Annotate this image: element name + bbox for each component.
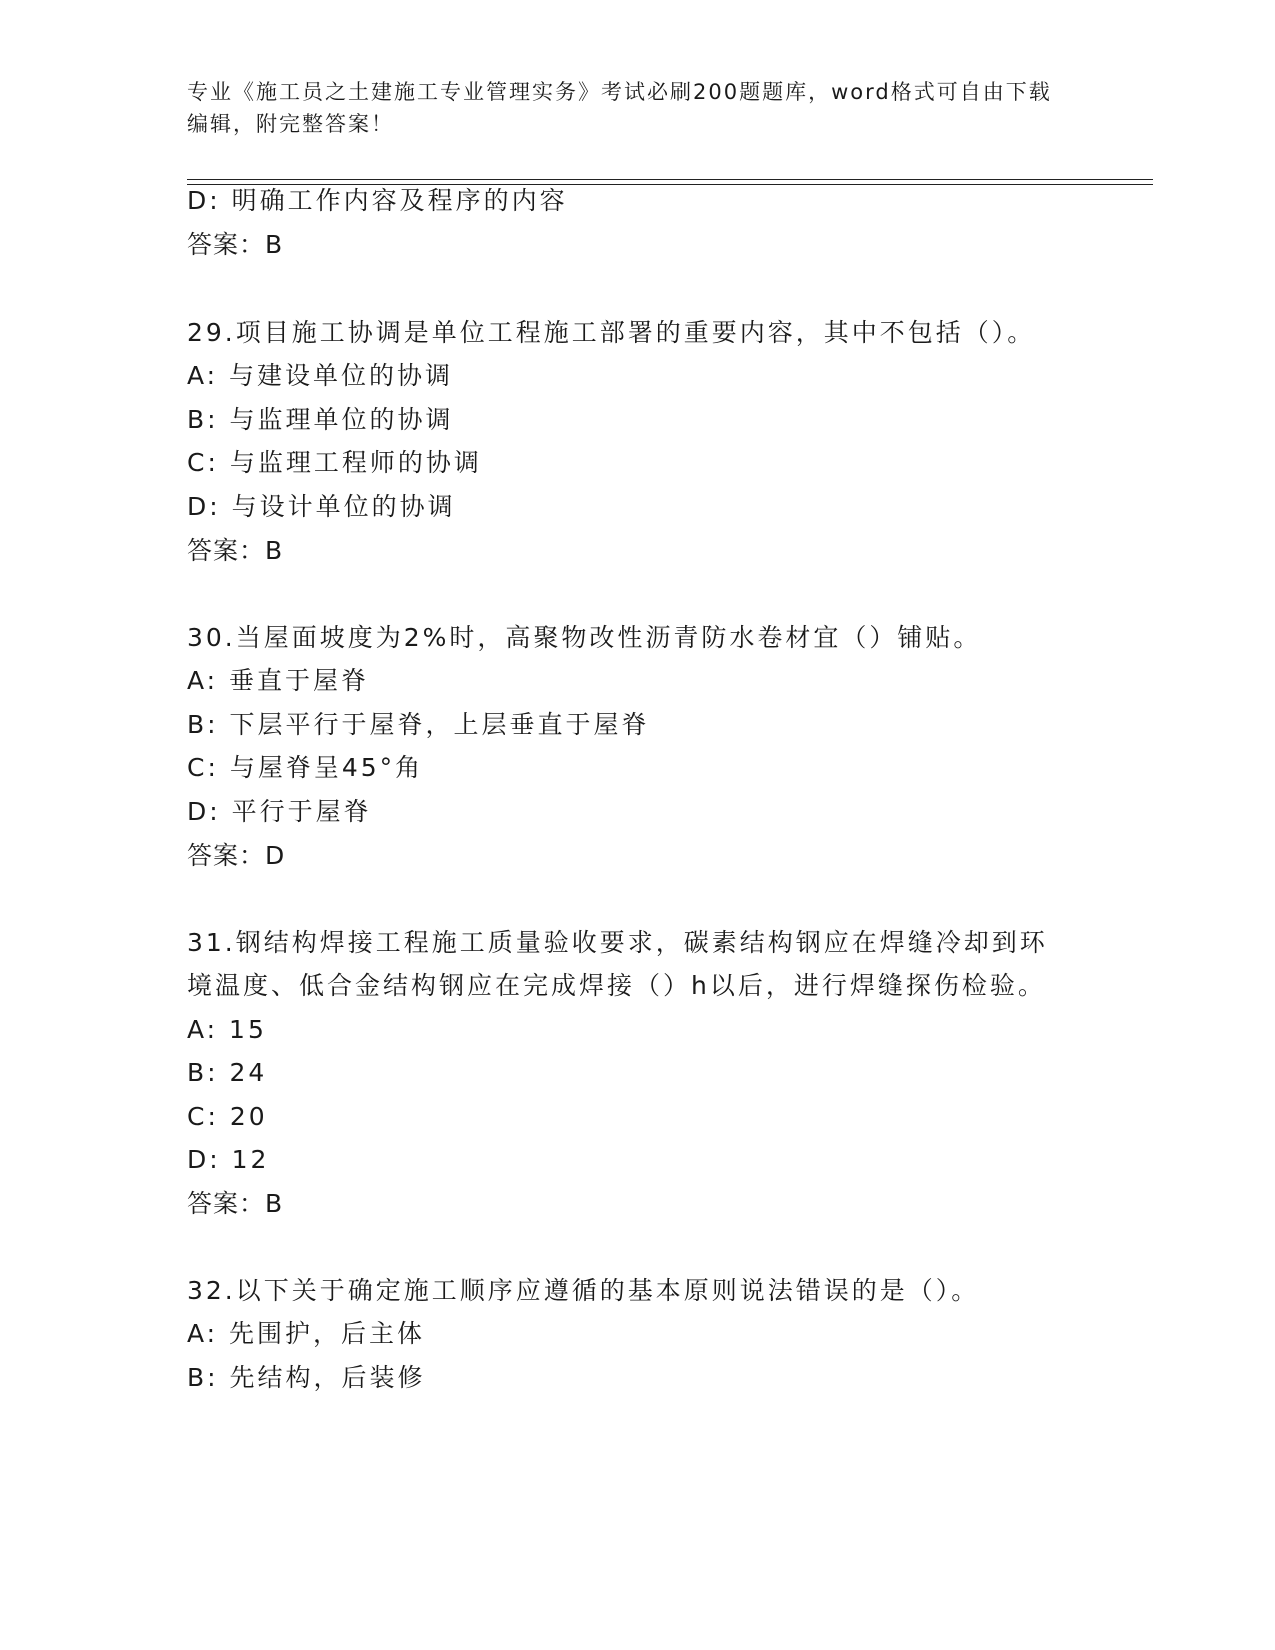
answer-line: 答案：B [187,1189,284,1218]
option-line: A: 15 [187,1015,267,1044]
question-line: 32.以下关于确定施工顺序应遵循的基本原则说法错误的是（）。 [187,1276,980,1305]
question-line: 29.项目施工协调是单位工程施工部署的重要内容，其中不包括（）。 [187,318,1036,347]
option-line: C: 与监理工程师的协调 [187,448,482,477]
option-line: B: 下层平行于屋脊，上层垂直于屋脊 [187,710,650,739]
option-line: B: 24 [187,1058,268,1087]
question-line: 31.钢结构焊接工程施工质量验收要求，碳素结构钢应在焊缝冷却到环 [187,928,1048,957]
option-line: B: 与监理单位的协调 [187,405,454,434]
question-line: 境温度、低合金结构钢应在完成焊接（）h以后，进行焊缝探伤检验。 [187,971,1046,1000]
question-line: 30.当屋面坡度为2%时，高聚物改性沥青防水卷材宜（）铺贴。 [187,623,982,652]
option-line: C: 与屋脊呈45°角 [187,753,424,782]
option-line: A: 与建设单位的协调 [187,361,454,390]
option-line: D: 平行于屋脊 [187,797,372,826]
option-line: B: 先结构，后装修 [187,1363,426,1392]
header-divider-top [187,179,1153,180]
option-line: D: 与设计单位的协调 [187,492,456,521]
option-line: A: 先围护，后主体 [187,1319,426,1348]
document-header: 专业《施工员之土建施工专业管理实务》考试必刷200题题库，word格式可自由下载编辑，附完整答案！ [187,80,1052,136]
answer-line: 答案：D [187,841,286,870]
answer-line: 答案：B [187,536,284,565]
option-line: C: 20 [187,1102,268,1131]
option-line: A: 垂直于屋脊 [187,666,370,695]
answer-line: 答案：B [187,230,284,259]
option-line: D: 12 [187,1145,270,1174]
option-line: D: 明确工作内容及程序的内容 [187,186,568,215]
